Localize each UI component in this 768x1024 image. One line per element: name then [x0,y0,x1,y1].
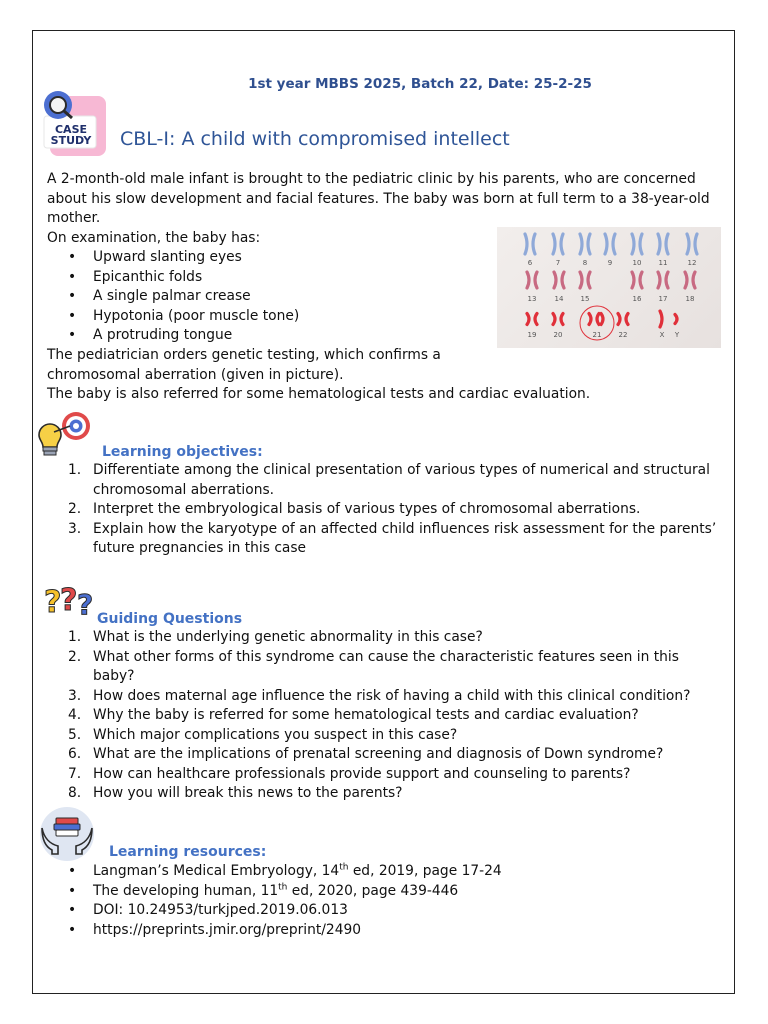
page-title: CBL-I: A child with compromised intellect [120,128,510,150]
resource-item: • Langman’s Medical Embryology, 14th ed, 2019, page 17-24 [68,862,502,882]
question-item: 2. What other forms of this syndrome can cause the characteristic features seen in this baby? [68,648,679,684]
chromosome-pair-16 [632,272,642,288]
chromosome-pair-11 [658,234,668,254]
chromosome-pair-17 [658,272,668,288]
chromosome-extra-21 [601,314,603,325]
chromosome-Y [675,315,677,324]
findings-list [68,248,299,346]
chromosome-label: 19 [527,331,537,339]
chromosome-pair-19 [527,314,537,325]
chromosome-pair-15 [580,272,590,288]
objective-item: 1. Differentiate among the clinical presentation of various types of numerical and structural chromosomal aberrations. [68,462,710,498]
chromosome-label: 14 [554,295,564,303]
svg-text:?: ? [60,583,78,618]
case-badge-line1: CASE [54,123,88,136]
intro-line: about his slow development and facial features. The baby was born at full term to a 38-year-old [47,190,710,207]
chromosome-label: 11 [658,259,668,267]
conclusion-line: chromosomal aberration (given in picture). [47,366,344,383]
chromosome-pair-10 [632,234,642,254]
finding-item: • Upward slanting eyes [68,248,299,268]
question-item: 6. What are the implications of prenatal screening and diagnosis of Down syndrome? [68,746,664,762]
chromosome-pair-21 [589,314,599,325]
intro-line: mother. [47,210,101,226]
chromosome-label: 13 [527,295,537,303]
question-item: 4. Why the baby is referred for some hematological tests and cardiac evaluation? [68,707,639,723]
chromosome-pair-18 [685,272,695,288]
svg-text:?: ? [77,588,94,620]
resource-link[interactable]: • https://preprints.jmir.org/preprint/2490 [68,921,502,941]
chromosome-label: Y [674,331,680,339]
finding-item: • Epicanthic folds [68,268,299,288]
chromosome-label: 6 [527,259,533,267]
chromosome-label: 15 [580,295,590,303]
lightbulb-target-icon [36,410,94,466]
finding-item: • A single palmar crease [68,287,299,307]
books-hands-icon [38,806,96,866]
chromosome-pair-6 [525,234,535,254]
questions-heading: Guiding Questions [97,611,243,627]
chromosome-label: 18 [685,295,695,303]
chromosome-label: 17 [658,295,668,303]
resources-heading: Learning resources: [109,844,267,860]
questions-list [68,628,718,804]
chromosome-label: 12 [687,259,697,267]
chromosome-label: 21 [592,331,602,339]
chromosome-label: 10 [632,259,642,267]
finding-item: • Hypotonia (poor muscle tone) [68,307,299,327]
question-item: 8. How you will break this news to the parents? [68,785,403,801]
conclusion-line: The baby is also referred for some hematological tests and cardiac evaluation. [47,386,591,402]
case-study-icon [38,88,110,158]
chromosome-label: 20 [553,331,563,339]
chromosome-label: 9 [607,259,613,267]
chromosome-label: 22 [618,331,628,339]
case-badge-line2: STUDY [50,134,92,147]
conclusion-line: The pediatrician orders genetic testing, which confirms a [47,347,441,363]
chromosome-pair-9 [605,234,615,254]
question-item: 7. How can healthcare professionals provide support and counseling to parents? [68,765,631,782]
chromosome-label: 16 [632,295,642,303]
finding-item: • A protruding tongue [68,326,299,346]
svg-text:?: ? [44,585,62,620]
question-item: 3. How does maternal age influence the risk of having a child with this clinical condition? [68,687,691,704]
chromosome-pair-20 [553,314,563,325]
question-marks-icon [44,580,100,624]
objectives-list [68,461,718,559]
objective-item: 2. Interpret the embryological basis of various types of chromosomal aberrations. [68,501,641,517]
intro-line: On examination, the baby has: [47,229,261,246]
chromosome-pair-7 [553,234,563,254]
objective-item: 3. Explain how the karyotype of an affected child influences risk assessment for the parents’ future pregnancies in this case [68,520,717,556]
chromosome-pair-14 [554,272,564,288]
conclusion-paragraph [47,346,737,405]
karyotype-image [497,227,721,348]
chromosome-label: X [659,331,665,339]
chromosome-label: 8 [582,259,588,267]
resource-item: • DOI: 10.24953/turkjped.2019.06.013 [68,901,502,921]
objectives-heading: Learning objectives: [102,444,263,460]
batch-header: 1st year MBBS 2025, Batch 22, Date: 25-2-25 [248,76,592,92]
chromosome-pair-22 [618,314,628,325]
intro-line: A 2-month-old male infant is brought to the pediatric clinic by his parents, who are concerned [47,171,696,187]
chromosome-pair-12 [687,234,697,254]
chromosome-X [660,311,662,327]
resource-item: • The developing human, 11th ed, 2020, page 439-446 [68,882,502,902]
chromosome-pair-13 [527,272,537,288]
resources-list [68,862,502,940]
question-item: 1. What is the underlying genetic abnormality in this case? [68,629,483,645]
chromosome-label: 7 [555,259,561,267]
question-item: 5. Which major complications you suspect in this case? [68,726,458,743]
chromosome-pair-8 [580,234,590,254]
